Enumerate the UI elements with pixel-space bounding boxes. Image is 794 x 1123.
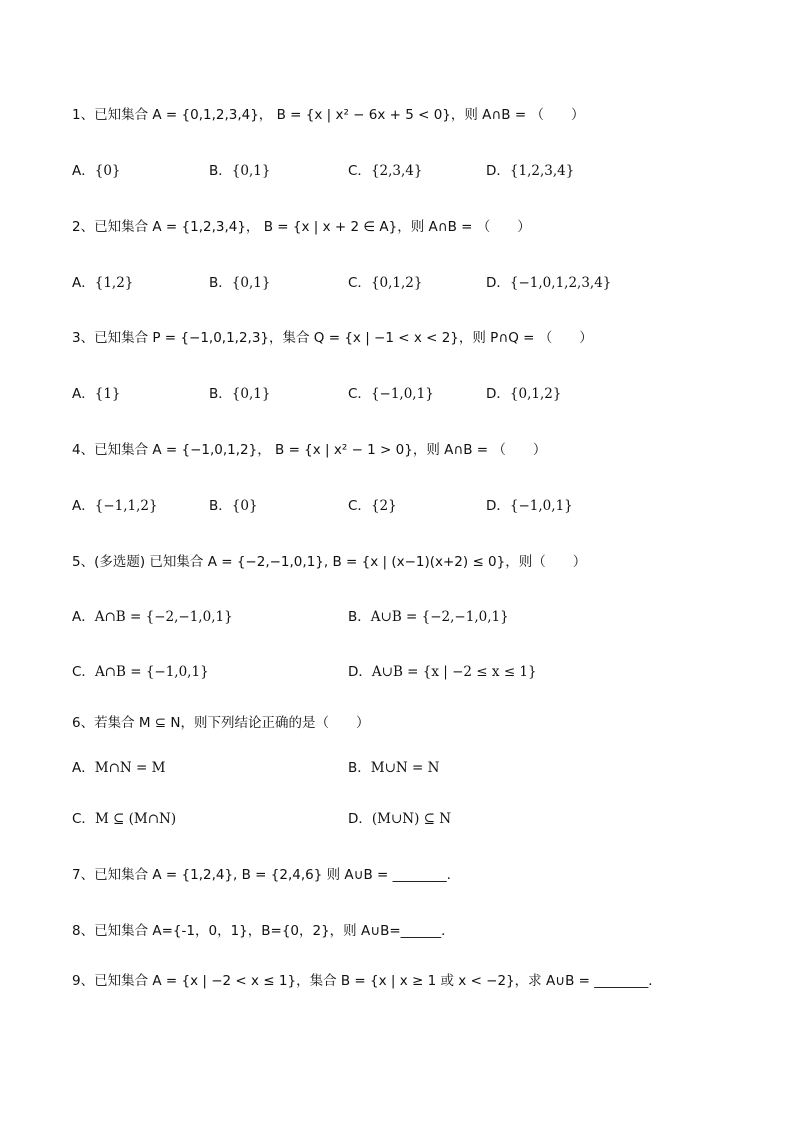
question-4-options: [72, 495, 712, 517]
question-3-stem: 3、已知集合 P = {−1,0,1,2,3}，集合 Q = {x | −1 < x < 2}，则 P∩Q = （ ）: [72, 330, 593, 346]
question-6-options-row-1: [72, 757, 712, 779]
question-9-stem: 9、已知集合 A = {x | −2 < x ≤ 1}，集合 B = {x | x ≥ 1 或 x < −2}，求 A∪B = ________．: [72, 973, 662, 989]
question-3-option-d[interactable]: D．{0,1,2}: [486, 386, 562, 402]
question-1-option-b[interactable]: B．{0,1}: [209, 163, 271, 179]
question-3-option-b[interactable]: B．{0,1}: [209, 386, 271, 402]
question-4-option-a[interactable]: A．{−1,1,2}: [72, 498, 158, 514]
question-5-option-a[interactable]: A．A∩B = {−2,−1,0,1}: [72, 609, 233, 625]
question-5-option-c[interactable]: C．A∩B = {−1,0,1}: [72, 664, 209, 680]
question-1-options: [72, 160, 712, 182]
question-5-options-row-2: [72, 661, 712, 683]
question-2-stem: 2、已知集合 A = {1,2,3,4}， B = {x | x + 2 ∈ A}，则 A∩B = （ ）: [72, 219, 531, 235]
question-2-option-d[interactable]: D．{−1,0,1,2,3,4}: [486, 275, 612, 291]
question-1-stem: 1、已知集合 A = {0,1,2,3,4}， B = {x | x² − 6x + 5 < 0}，则 A∩B = （ ）: [72, 107, 585, 123]
question-3-options: [72, 383, 712, 405]
question-7-stem: 7、已知集合 A = {1,2,4}, B = {2,4,6} 则 A∪B = ________.: [72, 867, 451, 883]
question-1-option-c[interactable]: C．{2,3,4}: [348, 163, 423, 179]
question-4-option-b[interactable]: B．{0}: [209, 498, 258, 514]
question-6-option-b[interactable]: B．M∪N = N: [348, 760, 440, 776]
question-5-options-row-1: [72, 606, 712, 628]
question-6-option-a[interactable]: A．M∩N = M: [72, 760, 166, 776]
question-6-option-c[interactable]: C．M ⊆ (M∩N): [72, 811, 177, 827]
question-1-option-d[interactable]: D．{1,2,3,4}: [486, 163, 575, 179]
question-4-option-c[interactable]: C．{2}: [348, 498, 397, 514]
question-5-option-d[interactable]: D．A∪B = {x | −2 ≤ x ≤ 1}: [348, 664, 537, 680]
question-6-option-d[interactable]: D．(M∪N) ⊆ N: [348, 811, 452, 827]
question-2-option-c[interactable]: C．{0,1,2}: [348, 275, 423, 291]
question-3-option-a[interactable]: A．{1}: [72, 386, 121, 402]
question-5-option-b[interactable]: B．A∪B = {−2,−1,0,1}: [348, 609, 509, 625]
question-2-option-b[interactable]: B．{0,1}: [209, 275, 271, 291]
question-4-stem: 4、已知集合 A = {−1,0,1,2}， B = {x | x² − 1 > 0}，则 A∩B = （ ）: [72, 442, 547, 458]
question-6-options-row-2: [72, 808, 712, 830]
question-3-option-c[interactable]: C．{−1,0,1}: [348, 386, 434, 402]
question-2-options: [72, 272, 712, 294]
question-8-stem: 8、已知集合 A={-1，0，1}，B={0，2}，则 A∪B=______．: [72, 923, 455, 939]
question-4-option-d[interactable]: D．{−1,0,1}: [486, 498, 573, 514]
question-2-option-a[interactable]: A．{1,2}: [72, 275, 134, 291]
question-6-stem: 6、若集合 M ⊆ N，则下列结论正确的是（ ）: [72, 715, 370, 731]
question-1-option-a[interactable]: A．{0}: [72, 163, 121, 179]
question-5-stem: 5、(多选题) 已知集合 A = {−2,−1,0,1}, B = {x | (x−1)(x+2) ≤ 0}，则（ ）: [72, 554, 587, 570]
